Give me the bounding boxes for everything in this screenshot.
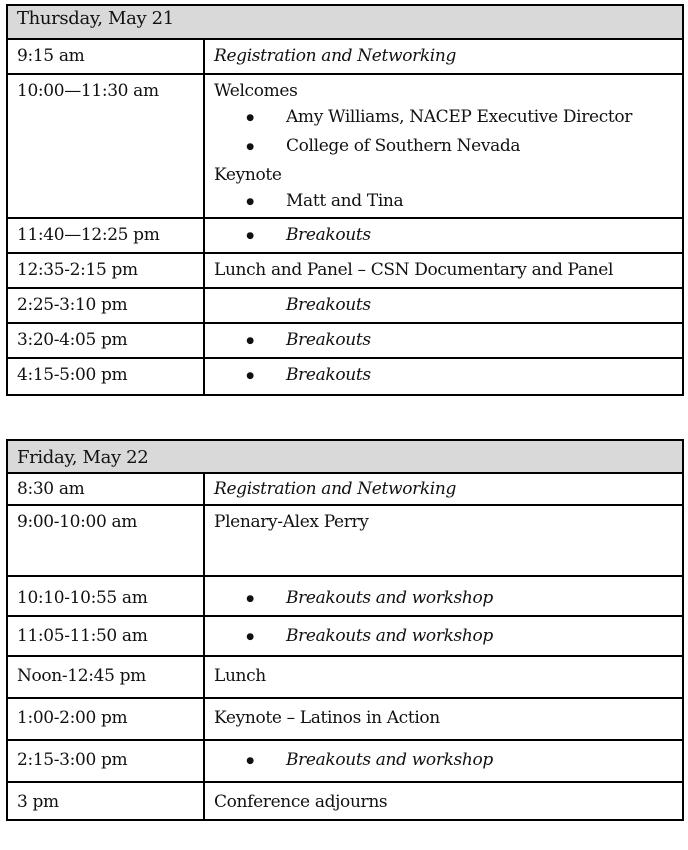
event-cell: Conference adjourns	[204, 782, 683, 820]
table-row	[7, 616, 683, 656]
event-cell	[204, 218, 683, 253]
table-row	[7, 323, 683, 358]
event-cell: Lunch and Panel – CSN Documentary and Panel	[204, 253, 683, 288]
event-text: Breakouts	[286, 225, 371, 245]
table-row	[7, 39, 683, 74]
time-cell: 9:15 am	[7, 39, 204, 74]
day-header: Friday, May 22	[7, 440, 683, 473]
bullet-icon	[214, 133, 286, 162]
bullet-icon	[214, 623, 286, 652]
table-row	[7, 505, 683, 576]
bullet-icon	[214, 327, 286, 356]
event-cell	[204, 576, 683, 616]
time-cell: 11:05-11:50 am	[7, 616, 204, 656]
time-cell: 3:20-4:05 pm	[7, 323, 204, 358]
event-text: Breakouts	[286, 295, 371, 315]
bullet-icon	[214, 747, 286, 776]
time-cell: 12:35-2:15 pm	[7, 253, 204, 288]
list-item-text: Amy Williams, NACEP Executive Director	[286, 107, 633, 127]
event-text: Breakouts and workshop	[286, 626, 493, 646]
table-row	[7, 253, 683, 288]
day-header-row	[7, 440, 683, 473]
table-row	[7, 782, 683, 820]
table-row	[7, 358, 683, 395]
time-cell: Noon-12:45 pm	[7, 656, 204, 698]
welcomes-label: Welcomes	[214, 81, 298, 101]
time-cell: 4:15-5:00 pm	[7, 358, 204, 395]
table-row	[7, 288, 683, 323]
day-header-row	[7, 5, 683, 39]
event-cell	[204, 358, 683, 395]
time-cell: 3 pm	[7, 782, 204, 820]
event-cell: Registration and Networking	[204, 39, 683, 74]
event-cell	[204, 288, 683, 323]
table-row	[7, 74, 683, 218]
event-text: Breakouts	[286, 365, 371, 385]
time-cell: 10:10-10:55 am	[7, 576, 204, 616]
list-item-text: College of Southern Nevada	[286, 136, 521, 156]
time-cell: 2:15-3:00 pm	[7, 740, 204, 782]
event-cell	[204, 74, 683, 218]
list-item	[214, 104, 682, 133]
bullet-icon	[214, 585, 286, 614]
event-cell	[204, 740, 683, 782]
time-cell: 10:00—11:30 am	[7, 74, 204, 218]
list-item	[214, 188, 682, 217]
day-header: Thursday, May 21	[7, 5, 683, 39]
time-cell: 2:25-3:10 pm	[7, 288, 204, 323]
event-cell	[204, 323, 683, 358]
list-item	[214, 133, 682, 162]
time-cell: 9:00-10:00 am	[7, 505, 204, 576]
time-cell: 8:30 am	[7, 473, 204, 505]
table-row	[7, 740, 683, 782]
time-cell: 1:00-2:00 pm	[7, 698, 204, 740]
event-cell: Plenary-Alex Perry	[204, 505, 683, 576]
table-row	[7, 218, 683, 253]
event-cell: Lunch	[204, 656, 683, 698]
bullet-icon	[214, 362, 286, 391]
table-row	[7, 576, 683, 616]
list-item-text: Matt and Tina	[286, 191, 404, 211]
table-row	[7, 656, 683, 698]
event-text: Breakouts and workshop	[286, 750, 493, 770]
bullet-icon	[214, 188, 286, 217]
keynote-label: Keynote	[214, 165, 282, 185]
bullet-icon	[214, 104, 286, 133]
event-text: Breakouts and workshop	[286, 588, 493, 608]
event-cell: Keynote – Latinos in Action	[204, 698, 683, 740]
friday-schedule-table	[6, 439, 684, 821]
table-row	[7, 473, 683, 505]
event-cell: Registration and Networking	[204, 473, 683, 505]
bullet-icon	[214, 222, 286, 251]
time-cell: 11:40—12:25 pm	[7, 218, 204, 253]
event-cell	[204, 616, 683, 656]
event-text: Breakouts	[286, 330, 371, 350]
thursday-schedule-table	[6, 4, 684, 396]
table-row	[7, 698, 683, 740]
